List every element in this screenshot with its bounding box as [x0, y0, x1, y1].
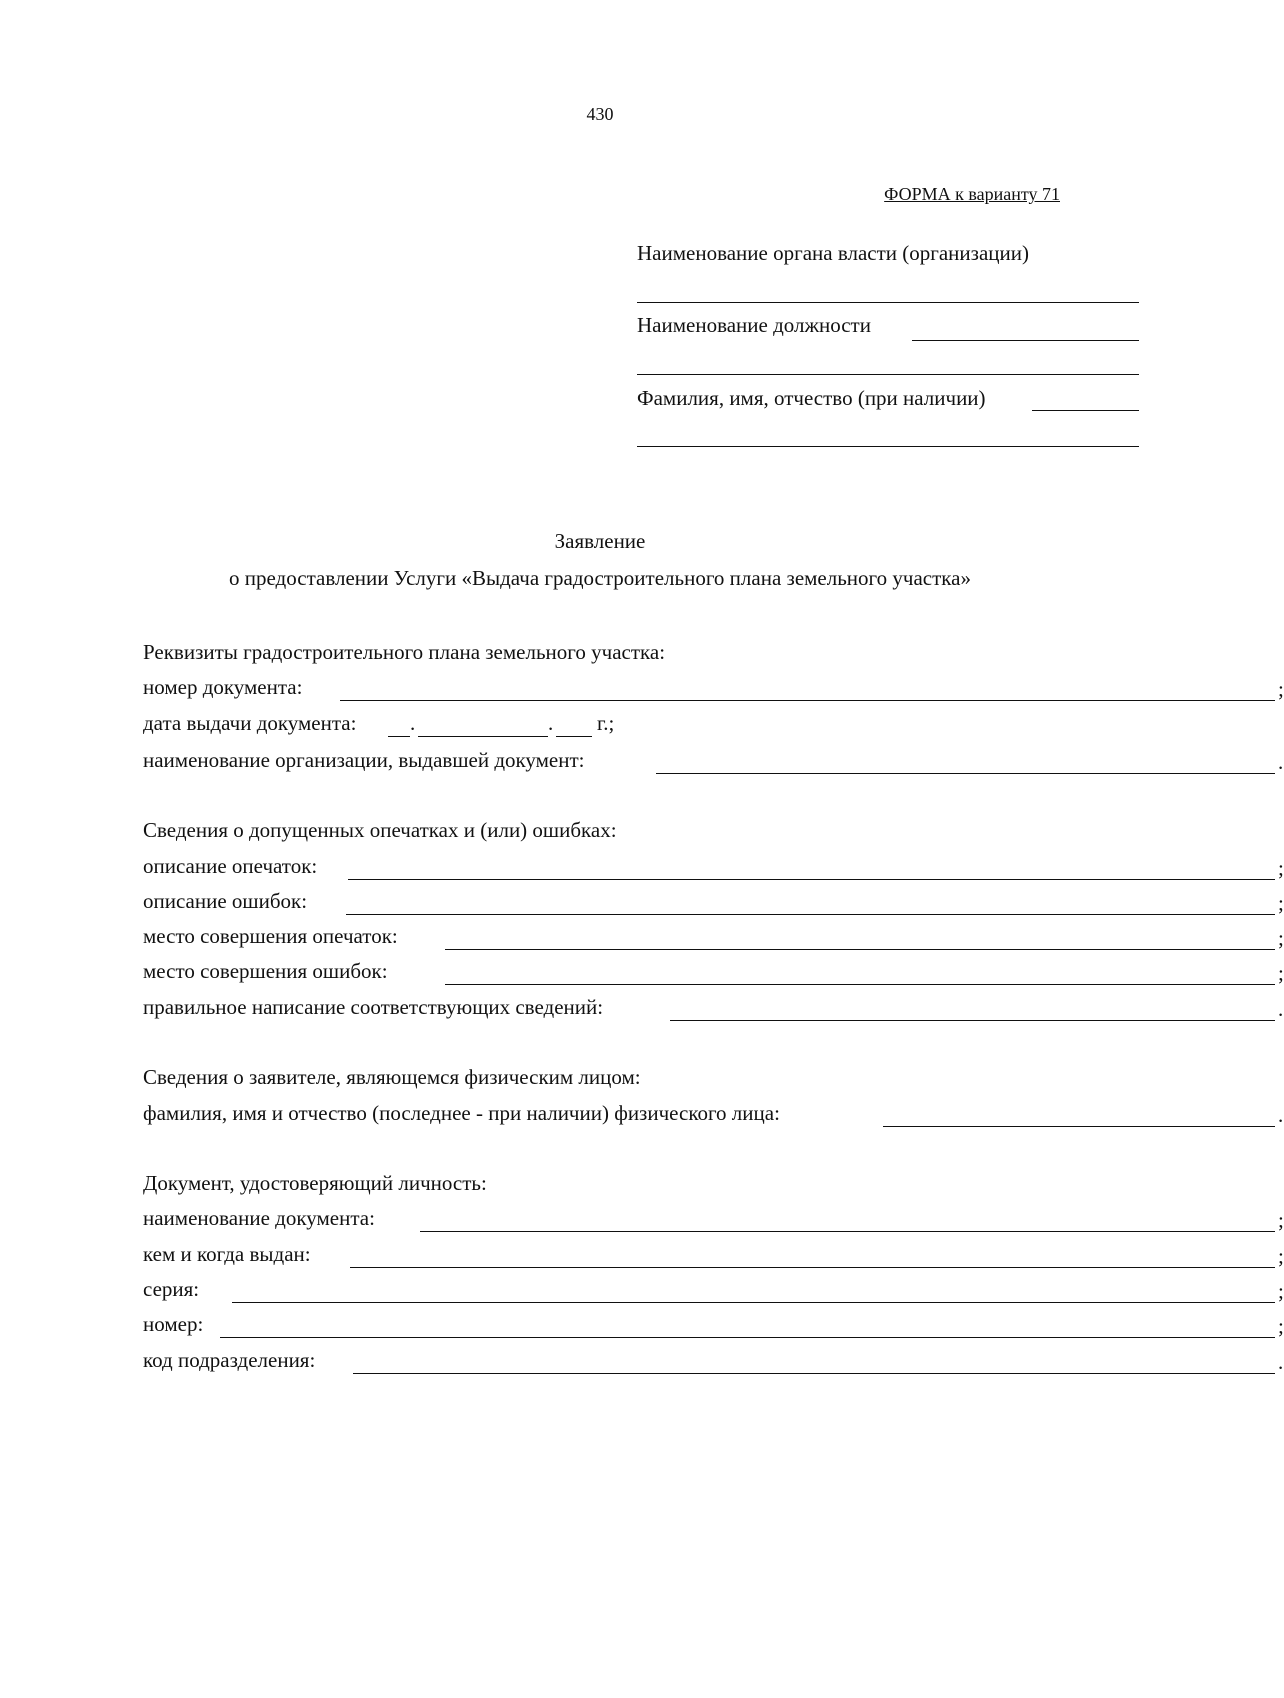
issued-by-field[interactable]	[350, 1267, 1275, 1268]
row-terminator: .	[1278, 750, 1284, 774]
doc-number-label: номер документа:	[143, 675, 303, 699]
position-field-line-2[interactable]	[637, 374, 1139, 375]
row-terminator: .	[1278, 1350, 1284, 1374]
typos-desc-field[interactable]	[348, 879, 1275, 880]
series-row	[143, 1277, 1284, 1307]
typos-place-label: место совершения опечаток:	[143, 924, 398, 948]
row-terminator: ;	[1278, 677, 1284, 701]
identity-doc-name-label: наименование документа:	[143, 1206, 375, 1230]
issued-by-row	[143, 1242, 1284, 1272]
errors-desc-row	[143, 889, 1284, 919]
row-terminator: ;	[1278, 1314, 1284, 1338]
row-terminator: ;	[1278, 1208, 1284, 1232]
issuing-org-label: наименование организации, выдавшей документ:	[143, 748, 585, 772]
series-label: серия:	[143, 1277, 200, 1301]
full-name-label: Фамилия, имя, отчество (при наличии)	[637, 386, 986, 410]
issuing-org-field[interactable]	[656, 773, 1275, 774]
issue-date-label: дата выдачи документа:	[143, 711, 357, 735]
date-separator: .	[548, 711, 554, 735]
issue-year-field[interactable]	[556, 736, 592, 737]
applicant-heading: Сведения о заявителе, являющемся физическим лицом:	[143, 1065, 641, 1089]
row-terminator: .	[1278, 1103, 1284, 1127]
page-number: 430	[586, 104, 614, 124]
issuing-org-row	[143, 748, 1284, 778]
correct-spelling-field[interactable]	[670, 1020, 1275, 1021]
identity-doc-name-field[interactable]	[420, 1231, 1275, 1232]
typos-place-field[interactable]	[445, 949, 1275, 950]
division-code-field[interactable]	[353, 1373, 1275, 1374]
number-row	[143, 1312, 1284, 1342]
errors-desc-label: описание ошибок:	[143, 889, 308, 913]
row-terminator: ;	[1278, 926, 1284, 950]
full-name-field-line-2[interactable]	[637, 446, 1139, 447]
date-separator: .	[410, 711, 416, 735]
plan-details-heading: Реквизиты градостроительного плана земельного участка:	[143, 640, 666, 664]
series-field[interactable]	[232, 1302, 1275, 1303]
typos-desc-label: описание опечаток:	[143, 854, 318, 878]
errors-place-field[interactable]	[445, 984, 1275, 985]
row-terminator: ;	[1278, 891, 1284, 915]
applicant-name-row	[143, 1101, 1284, 1131]
number-field[interactable]	[220, 1337, 1275, 1338]
row-terminator: ;	[1278, 961, 1284, 985]
identity-doc-heading: Документ, удостоверяющий личность:	[143, 1171, 487, 1195]
row-terminator: ;	[1278, 1279, 1284, 1303]
position-field-line[interactable]	[912, 340, 1139, 341]
doc-number-field[interactable]	[340, 700, 1275, 701]
row-terminator: ;	[1278, 856, 1284, 880]
row-terminator: .	[1278, 997, 1284, 1021]
row-terminator: ;	[1278, 1244, 1284, 1268]
position-label: Наименование должности	[637, 313, 871, 337]
doc-number-row	[143, 675, 1284, 705]
form-reference: ФОРМА к варианту 71	[884, 184, 1060, 204]
issued-by-label: кем и когда выдан:	[143, 1242, 311, 1266]
errors-place-row	[143, 959, 1284, 989]
correct-spelling-label: правильное написание соответствующих сведений:	[143, 995, 604, 1019]
applicant-name-field[interactable]	[883, 1126, 1275, 1127]
authority-field-line[interactable]	[637, 302, 1139, 303]
typos-place-row	[143, 924, 1284, 954]
document-subtitle: о предоставлении Услуги «Выдача градостроительного плана земельного участка»	[229, 566, 971, 590]
errors-place-label: место совершения ошибок:	[143, 959, 388, 983]
typos-desc-row	[143, 854, 1284, 884]
issue-date-suffix: г.;	[597, 711, 615, 735]
full-name-field-line[interactable]	[1032, 410, 1139, 411]
document-title: Заявление	[554, 529, 646, 553]
number-label: номер:	[143, 1312, 204, 1336]
division-code-row	[143, 1348, 1284, 1378]
identity-doc-name-row	[143, 1206, 1284, 1236]
issue-day-field[interactable]	[388, 736, 410, 737]
errors-desc-field[interactable]	[346, 914, 1275, 915]
applicant-name-label: фамилия, имя и отчество (последнее - при наличии) физического лица:	[143, 1101, 780, 1125]
issue-date-row	[143, 711, 1143, 741]
issue-month-field[interactable]	[418, 736, 548, 737]
division-code-label: код подразделения:	[143, 1348, 316, 1372]
errors-heading: Сведения о допущенных опечатках и (или) ошибках:	[143, 818, 617, 842]
authority-label: Наименование органа власти (организации)	[637, 241, 1029, 265]
correct-spelling-row	[143, 995, 1284, 1025]
